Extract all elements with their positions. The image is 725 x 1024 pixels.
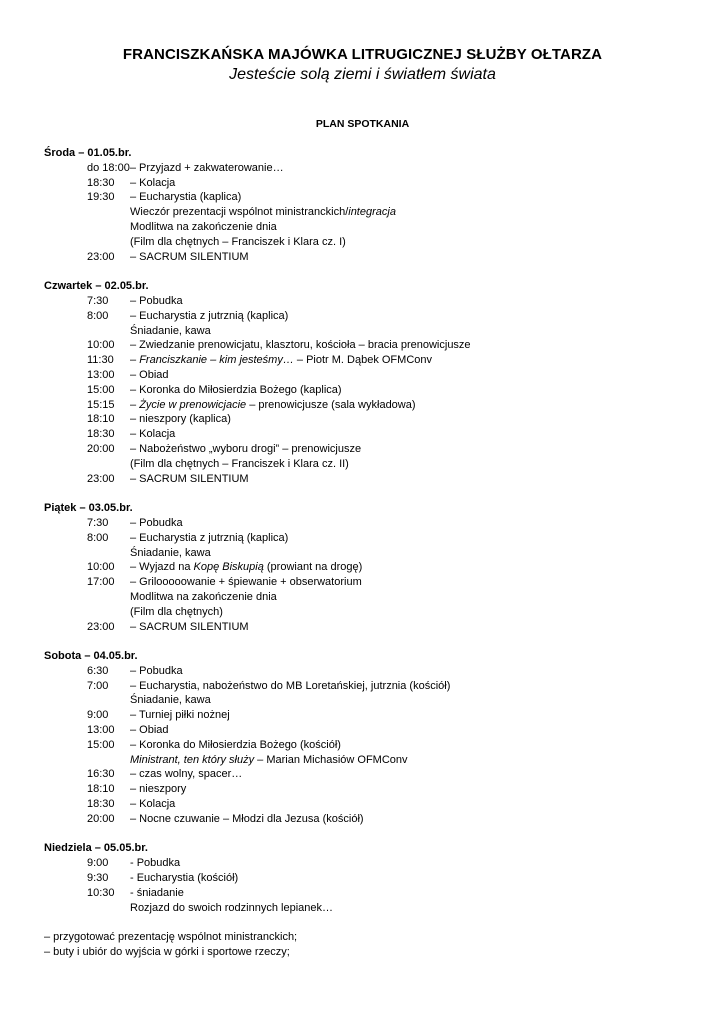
desc-text: – Piotr M. Dąbek OFMConv	[293, 354, 432, 367]
row-time: 19:30	[87, 191, 115, 204]
row-time: 6:30	[87, 664, 109, 677]
row-description	[130, 235, 346, 250]
day-title: Czwartek – 02.05.br.	[44, 280, 149, 293]
schedule-row	[44, 472, 704, 487]
desc-text: – Nocne czuwanie – Młodzi dla Jezusa (kościół)	[130, 812, 364, 825]
schedule-row	[44, 620, 704, 635]
schedule-row	[44, 412, 704, 427]
desc-text: – Koronka do Miłosierdzia Bożego (kościół)	[130, 738, 341, 751]
row-description	[130, 901, 333, 916]
desc-text: – Kolacja	[130, 428, 176, 441]
row-time: 18:10	[87, 413, 115, 426]
day-title: Niedziela – 05.05.br.	[44, 842, 148, 855]
row-description	[130, 782, 186, 797]
row-description	[130, 546, 211, 561]
row-description	[130, 812, 364, 827]
row-description	[130, 353, 432, 368]
row-time: 23:00	[87, 472, 115, 485]
row-description	[130, 620, 249, 635]
row-time: 8:00	[87, 309, 109, 322]
day-block	[44, 649, 704, 827]
row-time: 18:30	[87, 798, 115, 811]
schedule-row	[44, 383, 704, 398]
desc-text: – nieszpory	[130, 783, 187, 796]
desc-text: – Eucharystia z jutrznią (kaplica)	[130, 309, 289, 322]
schedule-row	[44, 605, 704, 620]
row-time: 9:30	[87, 872, 109, 885]
schedule-row	[44, 294, 704, 309]
desc-text: – Eucharystia, nabożeństwo do MB Loretańskiej, jutrznia (kościół)	[130, 679, 451, 692]
row-time: 20:00	[87, 442, 115, 455]
row-description	[130, 176, 175, 191]
desc-text: – Eucharystia (kaplica)	[130, 191, 242, 204]
row-description	[130, 427, 175, 442]
desc-text: – Grilooooowanie + śpiewanie + obserwatorium	[130, 576, 362, 589]
row-time	[44, 324, 130, 339]
row-time: 20:00	[87, 812, 115, 825]
row-description	[130, 457, 349, 472]
row-description	[130, 368, 169, 383]
row-time	[44, 605, 130, 620]
row-time: 16:30	[87, 768, 115, 781]
desc-text: – Kolacja	[130, 798, 176, 811]
row-description	[130, 398, 416, 413]
row-description	[130, 516, 183, 531]
desc-text: – Nabożeństwo „wyboru drogi” – prenowicjusze	[130, 442, 362, 455]
row-description	[130, 412, 231, 427]
row-time: 18:30	[87, 428, 115, 441]
row-description	[130, 723, 169, 738]
schedule-row	[44, 575, 704, 590]
desc-text: – Marian Michasiów OFMConv	[254, 753, 408, 766]
row-time	[44, 235, 130, 250]
schedule-row	[44, 250, 704, 265]
row-time: 8:00	[87, 531, 109, 544]
row-time: 7:30	[87, 294, 109, 307]
schedule-row	[44, 442, 704, 457]
row-time	[44, 693, 130, 708]
schedule-row	[44, 546, 704, 561]
row-description	[130, 767, 242, 782]
desc-text: - Eucharystia (kościół)	[130, 872, 239, 885]
schedule-row	[44, 353, 704, 368]
schedule-row	[44, 427, 704, 442]
row-time	[44, 457, 130, 472]
desc-text: – SACRUM SILENTIUM	[130, 472, 249, 485]
schedule-row	[44, 753, 704, 768]
desc-text: – prenowicjusze (sala wykładowa)	[246, 398, 416, 411]
schedule-row	[44, 856, 704, 871]
desc-text: – Turniej piłki nożnej	[130, 709, 230, 722]
desc-text: Modlitwa na zakończenie dnia	[130, 220, 277, 233]
row-time: 10:30	[87, 886, 115, 899]
row-time: 7:00	[87, 679, 109, 692]
row-description	[130, 871, 238, 886]
schedule-row	[44, 324, 704, 339]
row-time	[44, 753, 130, 768]
desc-text: – Zwiedzanie prenowicjatu, klasztoru, kościoła – bracia prenowicjusze	[130, 339, 471, 352]
row-time: 23:00	[87, 620, 115, 633]
row-description	[130, 797, 175, 812]
desc-text: - śniadanie	[130, 886, 184, 899]
desc-text: – Pobudka	[130, 516, 183, 529]
desc-italic: Kopę Biskupią	[193, 561, 264, 574]
row-time: 17:00	[87, 576, 115, 589]
row-description	[130, 708, 230, 723]
schedule-row	[44, 767, 704, 782]
day-block	[44, 146, 704, 264]
row-time: 18:30	[87, 176, 115, 189]
schedule-row	[44, 205, 704, 220]
desc-text: –	[130, 354, 140, 367]
row-time: 18:10	[87, 783, 115, 796]
day-title: Środa – 01.05.br.	[44, 147, 132, 159]
schedule-row	[44, 190, 704, 205]
row-description	[130, 605, 223, 620]
schedule-row	[44, 309, 704, 324]
desc-text: Rozjazd do swoich rodzinnych lepianek…	[130, 901, 333, 914]
schedule-row	[44, 886, 704, 901]
row-description	[130, 220, 277, 235]
desc-text: (prowiant na drogę)	[263, 561, 363, 574]
schedule	[44, 146, 704, 960]
row-time: do 18:00	[87, 161, 130, 174]
row-time	[44, 546, 130, 561]
row-time: 9:00	[87, 709, 109, 722]
row-time	[44, 220, 130, 235]
desc-text: Modlitwa na zakończenie dnia	[130, 590, 277, 603]
schedule-row	[44, 235, 704, 250]
row-time: 10:00	[87, 561, 115, 574]
day-block	[44, 501, 704, 634]
desc-text: (Film dla chętnych – Franciszek i Klara cz. I)	[130, 235, 346, 248]
row-time: 15:00	[87, 383, 115, 396]
row-time: 11:30	[87, 354, 114, 367]
desc-italic: Franciszkanie – kim jesteśmy…	[139, 354, 294, 367]
desc-text: – czas wolny, spacer…	[130, 768, 243, 781]
desc-text: (Film dla chętnych – Franciszek i Klara cz. II)	[130, 457, 349, 470]
row-time: 13:00	[87, 368, 115, 381]
desc-text: – Pobudka	[130, 664, 183, 677]
row-time: 15:00	[87, 738, 115, 751]
row-time: 9:00	[87, 857, 109, 870]
row-description	[130, 856, 180, 871]
schedule-row	[44, 782, 704, 797]
desc-text: –	[130, 398, 140, 411]
row-description	[130, 753, 408, 768]
schedule-row	[44, 161, 704, 176]
desc-text: – SACRUM SILENTIUM	[130, 620, 249, 633]
desc-text: – Wyjazd na	[130, 561, 194, 574]
schedule-row	[44, 398, 704, 413]
row-description	[130, 383, 342, 398]
desc-text: Wieczór prezentacji wspólnot ministranckich/	[130, 206, 349, 219]
row-description	[130, 324, 211, 339]
row-description	[130, 309, 288, 324]
desc-italic: Ministrant, ten który służy	[130, 753, 255, 766]
desc-text: – Kolacja	[130, 176, 176, 189]
desc-text: (Film dla chętnych)	[130, 605, 223, 618]
schedule-row	[44, 338, 704, 353]
schedule-row	[44, 797, 704, 812]
desc-italic: integracja	[348, 206, 396, 219]
schedule-row	[44, 738, 704, 753]
schedule-row	[44, 176, 704, 191]
row-description	[130, 575, 362, 590]
schedule-row	[44, 723, 704, 738]
document-subtitle: Jesteście solą ziemi i światłem świata	[229, 66, 496, 83]
row-description	[130, 294, 183, 309]
schedule-row	[44, 708, 704, 723]
row-description	[130, 693, 211, 708]
desc-italic: Życie w prenowicjacie	[139, 398, 247, 411]
schedule-row	[44, 664, 704, 679]
row-time: 15:15	[87, 398, 115, 411]
row-description	[130, 531, 288, 546]
desc-text: – Koronka do Miłosierdzia Bożego (kaplica)	[130, 383, 342, 396]
desc-text: Śniadanie, kawa	[130, 546, 211, 559]
row-time	[44, 901, 130, 916]
day-title: Sobota – 04.05.br.	[44, 650, 138, 663]
schedule-row	[44, 560, 704, 575]
day-block	[44, 841, 704, 915]
schedule-row	[44, 871, 704, 886]
row-description	[130, 190, 241, 205]
row-description	[130, 472, 249, 487]
plan-heading: PLAN SPOTKANIA	[315, 118, 410, 130]
notes-list	[44, 930, 704, 960]
row-description: – Przyjazd + zakwaterowanie…	[129, 161, 284, 174]
desc-text: Śniadanie, kawa	[130, 324, 211, 337]
schedule-row	[44, 812, 704, 827]
row-time: 10:00	[87, 339, 115, 352]
row-time: 13:00	[87, 724, 115, 737]
note-item: – przygotować prezentację wspólnot ministranckich;	[44, 931, 298, 944]
document-title: FRANCISZKAŃSKA MAJÓWKA LITRUGICZNEJ SŁUŻBY OŁTARZA	[122, 46, 603, 63]
schedule-row	[44, 531, 704, 546]
row-description	[130, 664, 183, 679]
row-time: 23:00	[87, 250, 115, 263]
row-time	[44, 590, 130, 605]
desc-text: – Pobudka	[130, 294, 183, 307]
desc-text: Śniadanie, kawa	[130, 694, 211, 707]
schedule-row	[44, 457, 704, 472]
row-description	[130, 738, 341, 753]
day-title: Piątek – 03.05.br.	[44, 502, 133, 515]
schedule-row	[44, 590, 704, 605]
row-description	[130, 560, 362, 575]
row-description	[130, 250, 249, 265]
schedule-row	[44, 679, 704, 694]
row-description	[130, 886, 184, 901]
schedule-row	[44, 693, 704, 708]
row-time: 7:30	[87, 516, 109, 529]
desc-text: - Pobudka	[130, 857, 181, 870]
desc-text: – SACRUM SILENTIUM	[130, 250, 249, 263]
desc-text: – Obiad	[130, 724, 169, 737]
row-description	[130, 338, 471, 353]
row-description	[130, 442, 361, 457]
schedule-row	[44, 220, 704, 235]
schedule-row	[44, 368, 704, 383]
row-description	[130, 205, 396, 220]
day-block	[44, 279, 704, 486]
schedule-row	[44, 516, 704, 531]
row-time	[44, 205, 130, 220]
note-item: – buty i ubiór do wyjścia w górki i sportowe rzeczy;	[44, 946, 290, 959]
row-description	[130, 679, 450, 694]
row-description	[130, 590, 277, 605]
desc-text: – nieszpory (kaplica)	[130, 413, 231, 426]
desc-text: – Eucharystia z jutrznią (kaplica)	[130, 531, 289, 544]
schedule-row	[44, 901, 704, 916]
desc-text: – Obiad	[130, 368, 169, 381]
